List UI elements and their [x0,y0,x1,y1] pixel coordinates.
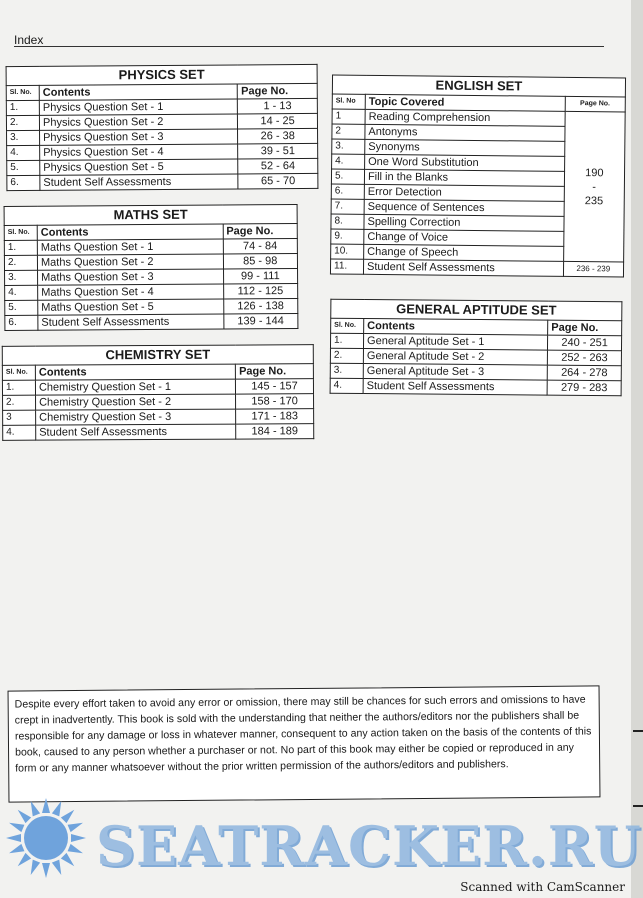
english-row-content: Sequence of Sentences [364,199,564,216]
chemistry-row-content: Chemistry Question Set - 1 [35,379,235,395]
english-row-sl: 5. [331,169,364,184]
english-row-content: Change of Voice [364,229,564,246]
maths-set-table [4,204,299,331]
physics-row-page: 14 - 25 [238,113,318,129]
maths-row-page: 126 - 138 [223,298,298,314]
english-merged-page-range [563,111,625,262]
physics-row-sl: 6. [7,175,40,190]
chemistry-row-page: 184 - 189 [236,424,314,439]
header-rule [14,46,604,47]
sun-ray [8,819,25,832]
maths-row-content: Maths Question Set - 1 [37,239,223,255]
physics-row-content: Physics Question Set - 5 [40,159,238,175]
english-row-sl: 10. [331,244,364,259]
physics-row-page: 65 - 70 [238,173,318,189]
physics-row-content: Student Self Assessments [40,174,238,190]
table-row [7,173,318,190]
merged-page-start: 190 [585,166,604,179]
page-no-header: Page No. [565,96,626,112]
table-row [5,268,298,285]
maths-row-content: Maths Question Set - 2 [37,254,223,270]
chemistry-set-title: CHEMISTRY SET [2,345,313,366]
table-row [5,298,298,315]
table-row [7,128,318,145]
aptitude-row-content: General Aptitude Set - 3 [363,364,547,381]
contents-header: Contents [35,364,235,380]
english-row-content: Spelling Correction [364,214,564,231]
merged-page-dash: - [592,180,597,193]
contents-header: Contents [39,84,237,100]
aptitude-row-content: General Aptitude Set - 2 [363,349,547,366]
table-row [3,409,314,426]
scanned-footer: Scanned with CamScanner [460,880,625,894]
maths-row-sl: 5. [5,300,38,315]
sun-ray [42,798,50,813]
physics-row-content: Physics Question Set - 4 [40,144,238,160]
page-edge [631,0,643,898]
sl-no-header: Sl. No. [331,318,364,333]
disclaimer-box: Despite every effort taken to avoid any error or omission, there may still be chances for such errors and omissions to have crept in inadvertently. This book is sold with the understanding that neither the authors/editors nor the publishers shall be responsible for any damage or loss in whatever manner, consequent to any action taken on the basis of the contents of this book, caused to any person whether a purchaser or not. No part of this book may either be copied or reproduced in any form or any manner whatsoever without the prior written permission of the authors/editors and publishers. [8,685,601,802]
maths-set-title: MATHS SET [4,204,297,225]
sun-ray [52,860,65,877]
table-row [5,283,298,300]
english-row-content: Student Self Assessments [363,259,563,276]
sl-no-header: Sl. No. [2,365,35,380]
physics-row-page: 39 - 51 [238,143,318,159]
maths-row-sl: 3. [5,270,38,285]
english-set-title: ENGLISH SET [332,75,625,97]
maths-row-content: Maths Question Set - 3 [38,269,224,285]
table-row [5,313,298,330]
sun-ray [27,860,40,877]
english-row-content: Synonyms [365,139,565,156]
maths-row-sl: 6. [5,315,38,330]
maths-row-sl: 4. [5,285,38,300]
chemistry-row-page: 145 - 157 [236,379,314,394]
page-no-header: Page No. [238,83,318,99]
sun-ray [6,834,21,842]
english-row-sl: 11. [330,259,363,274]
chemistry-row-sl: 4. [3,425,36,440]
english-row-sl: 9. [331,229,364,244]
table-row [330,378,621,396]
physics-set-table [6,64,319,191]
margin-tick [633,730,643,732]
maths-row-page: 112 - 125 [223,283,298,299]
sun-ray [68,844,85,857]
maths-row-content: Student Self Assessments [38,314,224,330]
topic-covered-header: Topic Covered [365,94,565,111]
chemistry-row-content: Chemistry Question Set - 2 [36,394,236,410]
sun-ray [71,834,86,842]
sl-no-header: Sl. No [332,94,365,109]
maths-row-page: 139 - 144 [223,313,298,329]
sun-ray [8,844,25,857]
sun-ray [61,853,77,869]
aptitude-row-page: 279 - 283 [547,380,621,396]
aptitude-row-sl: 2. [330,348,363,363]
chemistry-row-sl: 3 [3,410,36,425]
aptitude-row-content: Student Self Assessments [363,379,547,396]
sun-ray [68,819,85,832]
general-aptitude-set-table [330,299,623,397]
table-row [7,158,318,175]
watermark-text: SEATRACKER.RU [96,814,642,878]
sun-ray [15,853,31,869]
table-row [6,98,317,115]
english-row-content: Reading Comprehension [365,109,565,126]
sun-ray [27,800,40,817]
sun-ray [52,800,65,817]
page-no-header: Page No. [223,223,298,239]
chemistry-row-sl: 2. [3,395,36,410]
english-row-sl: 7. [331,199,364,214]
english-row-sl: 6. [331,184,364,199]
chemistry-set-table [2,344,314,441]
english-row-sl: 2 [332,124,365,139]
english-row-sl: 4. [332,154,365,169]
maths-row-sl: 2. [4,255,37,270]
table-row [2,379,313,396]
table-row [4,253,297,270]
table-row [6,113,317,130]
contents-header: Contents [364,319,548,336]
aptitude-row-content: General Aptitude Set - 1 [363,334,547,351]
sl-no-header: Sl. No. [6,85,39,100]
aptitude-row-sl: 1. [330,333,363,348]
merged-page-end: 235 [584,194,604,207]
physics-set-title: PHYSICS SET [6,64,317,85]
physics-row-content: Physics Question Set - 3 [40,129,238,145]
sun-ray [15,807,31,823]
physics-row-page: 26 - 38 [238,128,318,144]
physics-row-page: 52 - 64 [238,158,318,174]
english-row-content: Antonyms [365,124,565,141]
english-row-content: Fill in the Blanks [364,169,564,186]
sl-no-header: Sl. No. [4,225,37,240]
aptitude-row-page: 264 - 278 [547,365,621,381]
maths-row-page: 99 - 111 [223,268,298,284]
physics-row-sl: 1. [6,100,39,115]
physics-row-page: 1 - 13 [238,98,318,114]
english-row-sl: 3. [332,139,365,154]
aptitude-row-sl: 3. [330,363,363,378]
physics-row-content: Physics Question Set - 2 [39,114,237,130]
physics-row-content: Physics Question Set - 1 [39,99,237,115]
index-label: Index [14,33,44,47]
sun-ray [42,863,50,878]
aptitude-row-sl: 4. [330,378,363,393]
aptitude-row-page: 252 - 263 [547,350,621,366]
chemistry-row-page: 158 - 170 [236,394,314,409]
chemistry-row-page: 171 - 183 [236,409,314,424]
page-no-header: Page No. [548,320,622,336]
maths-row-content: Maths Question Set - 5 [38,299,224,315]
table-row [3,394,314,411]
maths-row-sl: 1. [4,240,37,255]
chemistry-row-content: Student Self Assessments [36,424,236,440]
aptitude-set-title: GENERAL APTITUDE SET [331,299,622,321]
physics-row-sl: 5. [7,160,40,175]
chemistry-row-content: Chemistry Question Set - 3 [36,409,236,425]
english-row-content: Change of Speech [364,244,564,261]
english-row-content: One Word Substitution [365,154,565,171]
english-row-page: 236 - 239 [563,261,624,277]
physics-row-sl: 4. [7,145,40,160]
physics-row-sl: 2. [6,115,39,130]
table-row [7,143,318,160]
english-row-content: Error Detection [364,184,564,201]
maths-row-page: 85 - 98 [223,253,298,269]
aptitude-row-page: 240 - 251 [548,335,622,351]
english-row-sl: 8. [331,214,364,229]
maths-row-content: Maths Question Set - 4 [38,284,224,300]
physics-row-sl: 3. [7,130,40,145]
page-no-header: Page No. [236,364,314,379]
english-row-sl: 1 [332,109,365,124]
chemistry-row-sl: 1. [2,380,35,395]
sun-disc [24,816,68,860]
table-row [3,424,314,441]
sun-ray [61,807,77,823]
english-set-table [330,74,626,277]
contents-header: Contents [37,224,223,240]
table-row [4,238,297,255]
maths-row-page: 74 - 84 [223,238,298,254]
